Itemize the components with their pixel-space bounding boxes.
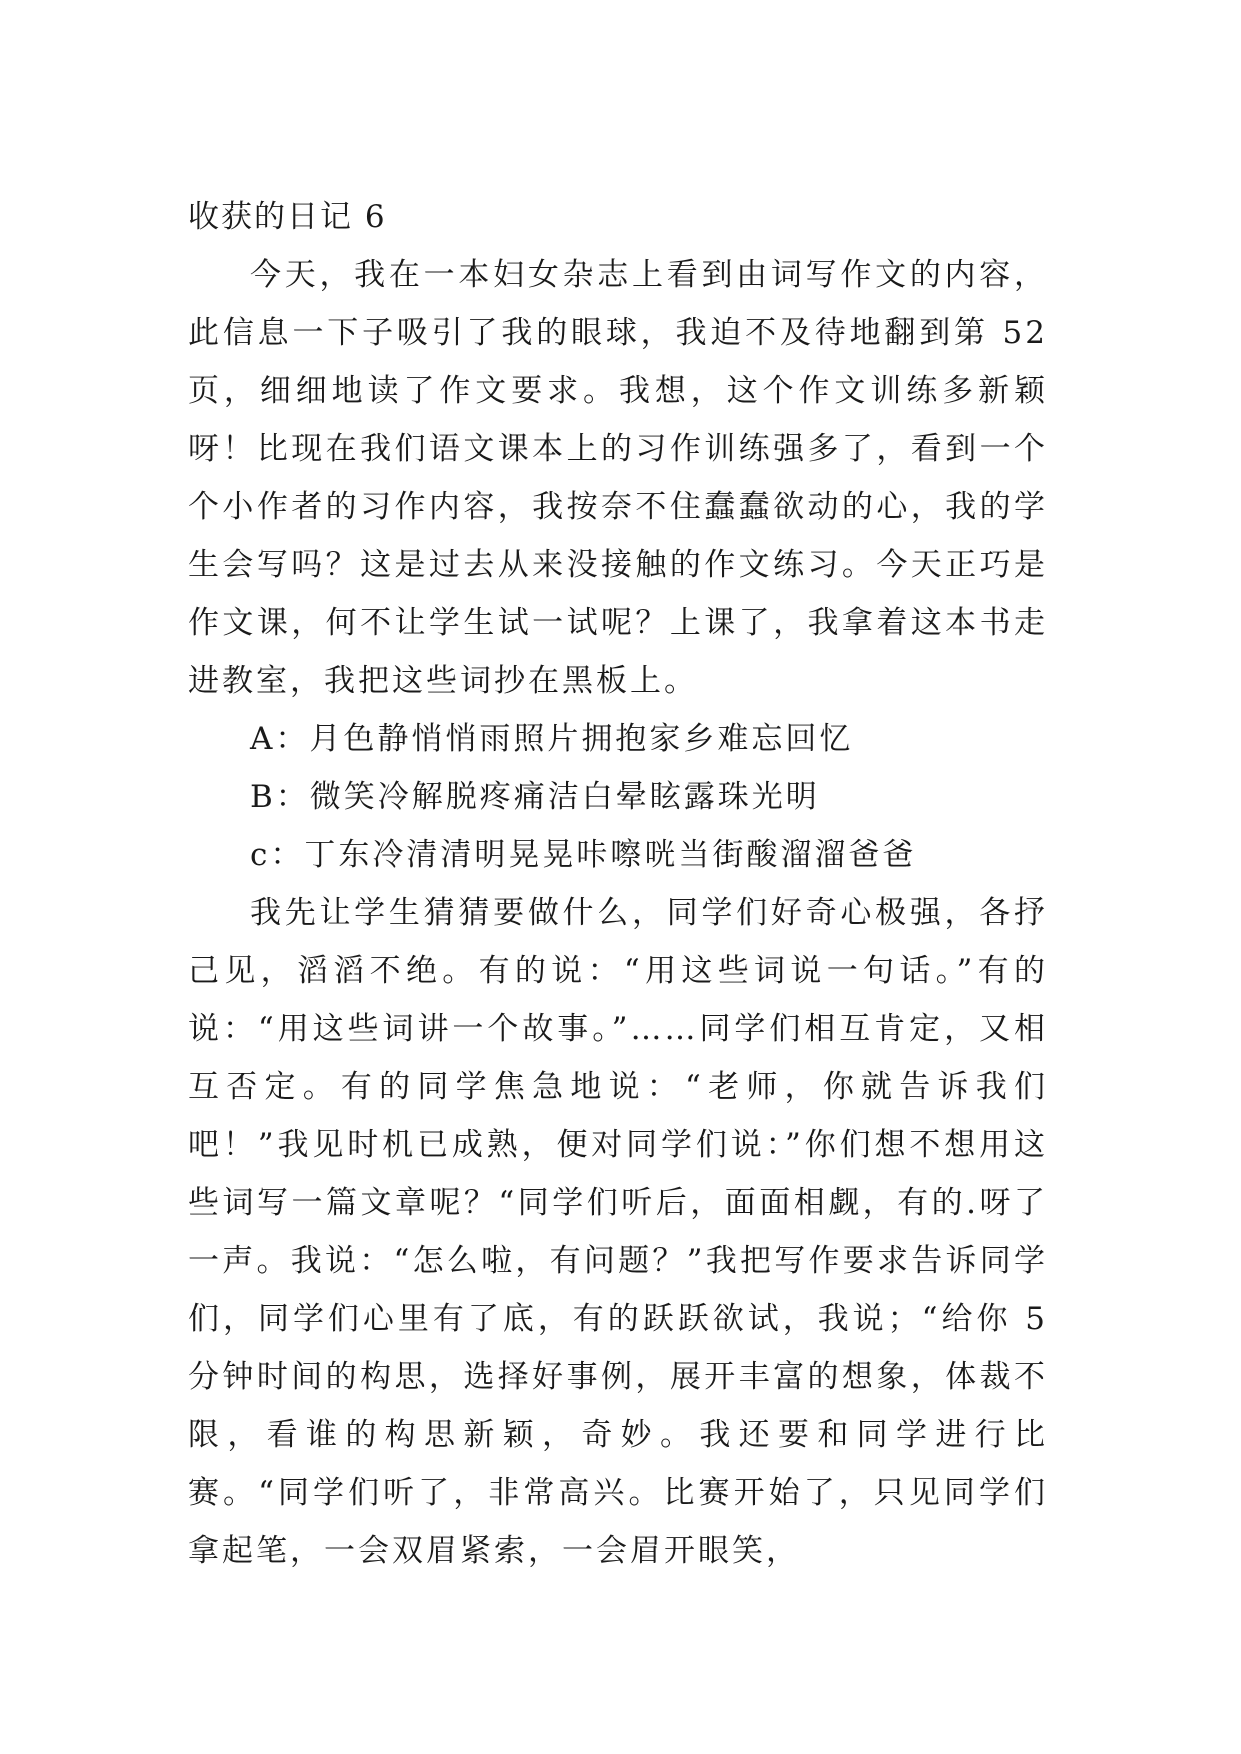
- word-list-c: c：丁东冷清清明晃晃咔嚓咣当街酸溜溜爸爸: [250, 837, 917, 873]
- closing-paragraph: 我先让学生猜猜要做什么，同学们好奇心极强，各抒己见，滔滔不绝。有的说：“用这些词说一句话。”有的说：“用这些词讲一个故事。”……同学们相互肯定，又相互否定。有的同学焦急地说：“老师，你就告诉我们吧！”我见时机已成熟，便对同学们说：”你们想不想用这些词写一篇文章呢？“同学们听后，面面相觑，有的.呀了一声。我说：“怎么啦，有问题？”我把写作要求告诉同学们，同学们心里有了底，有的跃跃欲试，我说；“给你 5 分钟时间的构思，选择好事例，展开丰富的想象，体裁不限，看谁的构思新颖，奇妙。我还要和同学进行比赛。“同学们听了，非常高兴。比赛开始了，只见同学们拿起笔，一会双眉紧索，一会眉开眼笑，: [188, 895, 1048, 1569]
- intro-paragraph: 今天，我在一本妇女杂志上看到由词写作文的内容，此信息一下子吸引了我的眼球，我迫不及待地翻到第 52 页，细细地读了作文要求。我想，这个作文训练多新颖呀！比现在我们语文课本上的习作训练强多了，看到一个个小作者的习作内容，我按奈不住蠢蠢欲动的心，我的学生会写吗？这是过去从来没接触的作文练习。今天正巧是作文课，何不让学生试一试呢？上课了，我拿着这本书走进教室，我把这些词抄在黑板上。: [188, 257, 1048, 699]
- document-page: [188, 188, 1048, 1580]
- word-list-b: B：微笑冷解脱疼痛洁白晕眩露珠光明: [250, 779, 820, 815]
- word-list-a: A：月色静悄悄雨照片拥抱家乡难忘回忆: [250, 721, 854, 757]
- document-title: 收获的日记 6: [188, 199, 387, 235]
